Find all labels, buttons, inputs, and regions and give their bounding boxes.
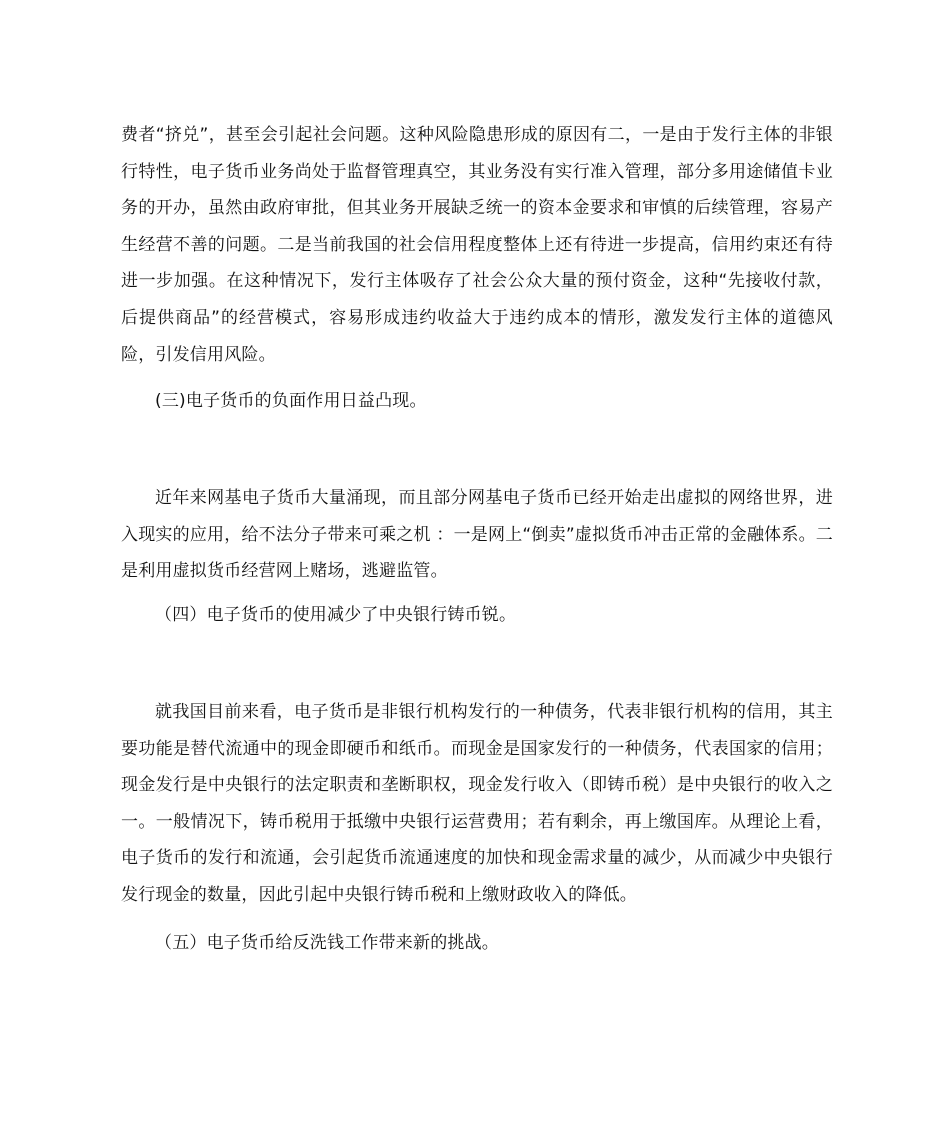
section-heading-4: （四）电子货币的使用减少了中央银行铸币锐。 (155, 605, 517, 625)
section-heading-5: （五）电子货币给反洗钱工作带来新的挑战。 (155, 933, 499, 953)
section-heading-3: (三)电子货币的负面作用日益凸现。 (155, 391, 427, 411)
paragraph-credit-risk: 费者“挤兑”，甚至会引起社会问题。这种风险隐患形成的原因有二，一是由于发行主体的非银行特性，电子货币业务尚处于监督管理真空，其业务没有实行准入管理，部分多用途储值卡业务的开办，虽然由政府审批，但其业务开展缺乏统一的资本金要求和审慎的后续管理，容易产生经营不善的问题。二是当前我国的社会信用程度整体上还有待进一步提高，信用约束还有待进一步加强。在这种情况下，发行主体吸存了社会公众大量的预付资金，这种“先接收付款，后提供商品”的经营模式，容易形成违约收益大于违约成本的情形，激发发行主体的道德风险，引发信用风险。 (121, 125, 833, 365)
paragraph-negative-effects: 近年来网基电子货币大量涌现，而且部分网基电子货币已经开始走出虚拟的网络世界，进入现实的应用，给不法分子带来可乘之机 ：一是网上“倒卖”虚拟货币冲击正常的金融体系。二是利用虚拟货币经营网上赌场，逃避监管。 (121, 488, 833, 582)
paragraph-seigniorage: 就我国目前来看，电子货币是非银行机构发行的一种债务，代表非银行机构的信用，其主要功能是替代流通中的现金即硬币和纸币。而现金是国家发行的一种债务，代表国家的信用；现金发行是中央银行的法定职责和垄断职权，现金发行收入（即铸币税）是中央银行的收入之一。一般情况下，铸币税用于抵缴中央银行运营费用；若有剩余，再上缴国库。从理论上看，电子货币的发行和流通，会引起货币流通速度的加快和现金需求量的减少，从而减少中央银行发行现金的数量，因此引起中央银行铸币税和上缴财政收入的降低。 (121, 702, 833, 905)
